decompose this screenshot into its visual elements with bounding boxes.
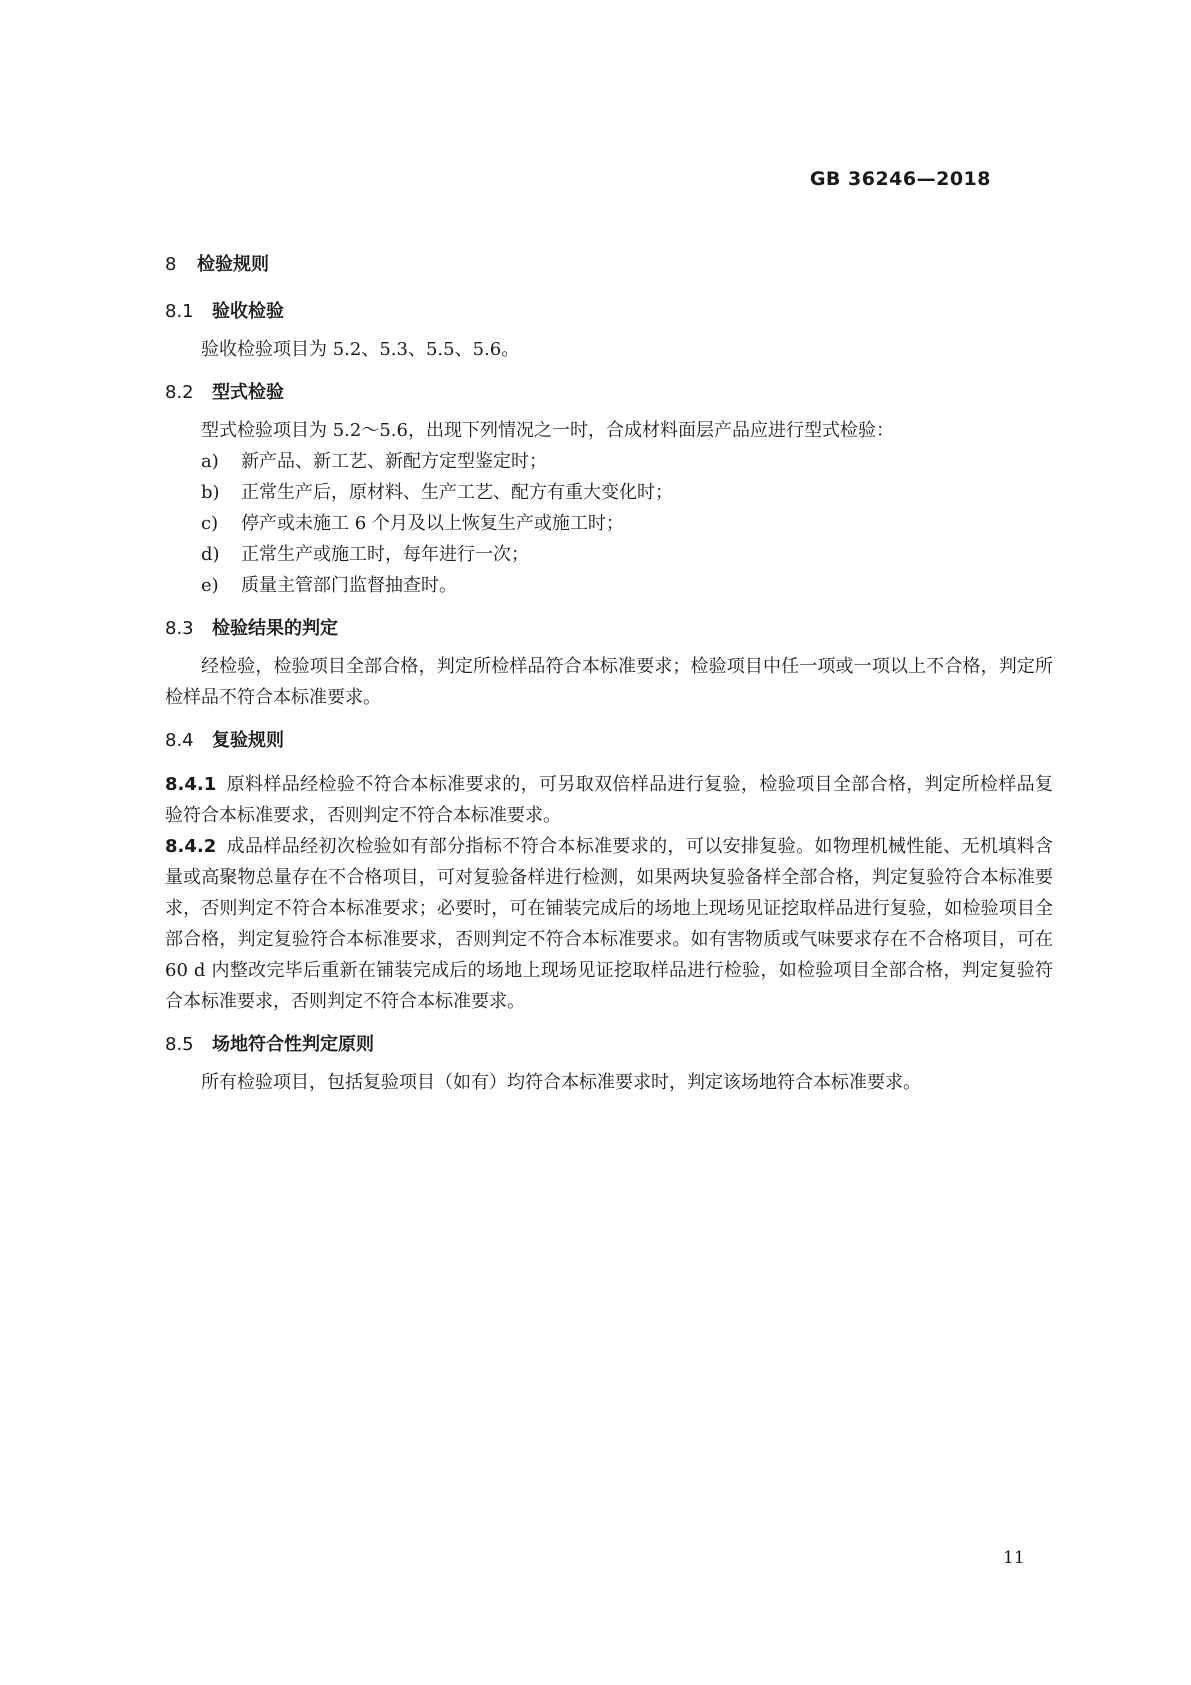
section-number: 8.3: [165, 618, 194, 639]
standard-code: GB 36246—2018: [809, 168, 991, 190]
list-item: [165, 446, 1053, 477]
section-heading-8-4: [165, 721, 1053, 761]
chapter-heading: [165, 246, 1053, 284]
section-title: 验收检验: [212, 301, 284, 322]
list-marker: c): [201, 513, 219, 534]
section-number: 8.2: [165, 382, 194, 403]
section-title: 复验规则: [212, 730, 284, 751]
page-number: 11: [1003, 1548, 1025, 1568]
list-marker: a): [201, 451, 219, 472]
section-paragraph: 经检验，检验项目全部合格，判定所检样品符合本标准要求；检验项目中任一项或一项以上不合格，判定所检样品不符合本标准要求。: [165, 656, 1053, 708]
section-number: 8.5: [165, 1034, 194, 1055]
document-body: [165, 246, 1053, 1098]
subclause-text: 成品样品经初次检验如有部分指标不符合本标准要求的，可以安排复验。如物理机械性能、无机填料含量或高聚物总量存在不合格项目，可对复验备样进行检测，如果两块复验备样全部合格，判定复验符合本标准要求，否则判定不符合本标准要求；必要时，可在铺装完成后的场地上现场见证挖取样品进行复验，如检验项目全部合格，判定复验符合本标准要求，否则判定不符合本标准要求。如有害物质或气味要求存在不合格项目，可在 60 d 内整改完毕后重新在铺装完成后的场地上现场见证挖取样品进行检验，如检验项目全部合格，判定复验符合本标准要求，否则判定不符合本标准要求。: [165, 836, 1053, 1012]
subclause-number: 8.4.2: [165, 836, 217, 857]
condition-list: [165, 446, 1053, 601]
chapter-title: 检验规则: [197, 254, 269, 275]
list-item: [165, 539, 1053, 570]
section-number: 8.1: [165, 301, 194, 322]
subclause-number: 8.4.1: [165, 774, 217, 795]
list-item: [165, 477, 1053, 508]
subclause-8-4-2: [165, 831, 1053, 1017]
section-heading-8-3: [165, 609, 1053, 649]
list-text: 停产或未施工 6 个月及以上恢复生产或施工时；: [241, 513, 624, 534]
section-paragraph: 型式检验项目为 5.2～5.6，出现下列情况之一时，合成材料面层产品应进行型式检验：: [201, 420, 894, 441]
section-paragraph: 所有检验项目，包括复验项目（如有）均符合本标准要求时，判定该场地符合本标准要求。: [201, 1072, 921, 1093]
subclause-text: 原料样品经检验不符合本标准要求的，可另取双倍样品进行复验，检验项目全部合格，判定所检样品复验符合本标准要求，否则判定不符合本标准要求。: [165, 774, 1053, 826]
section-title: 检验结果的判定: [212, 618, 338, 639]
list-text: 正常生产后，原材料、生产工艺、配方有重大变化时；: [241, 482, 673, 503]
section-heading-8-1: [165, 292, 1053, 332]
list-text: 正常生产或施工时，每年进行一次；: [241, 544, 529, 565]
list-marker: d): [201, 544, 220, 565]
chapter-number: 8: [165, 254, 177, 275]
section-number: 8.4: [165, 730, 194, 751]
section-title: 场地符合性判定原则: [212, 1034, 374, 1055]
list-text: 质量主管部门监督抽查时。: [241, 575, 457, 596]
section-title: 型式检验: [212, 382, 284, 403]
subclause-8-4-1: [165, 769, 1053, 831]
section-heading-8-2: [165, 373, 1053, 413]
section-heading-8-5: [165, 1025, 1053, 1065]
list-marker: b): [201, 482, 220, 503]
list-text: 新产品、新工艺、新配方定型鉴定时；: [241, 451, 547, 472]
list-marker: e): [201, 575, 219, 596]
list-item: [165, 570, 1053, 601]
section-paragraph: 验收检验项目为 5.2、5.3、5.5、5.6。: [201, 339, 520, 360]
list-item: [165, 508, 1053, 539]
